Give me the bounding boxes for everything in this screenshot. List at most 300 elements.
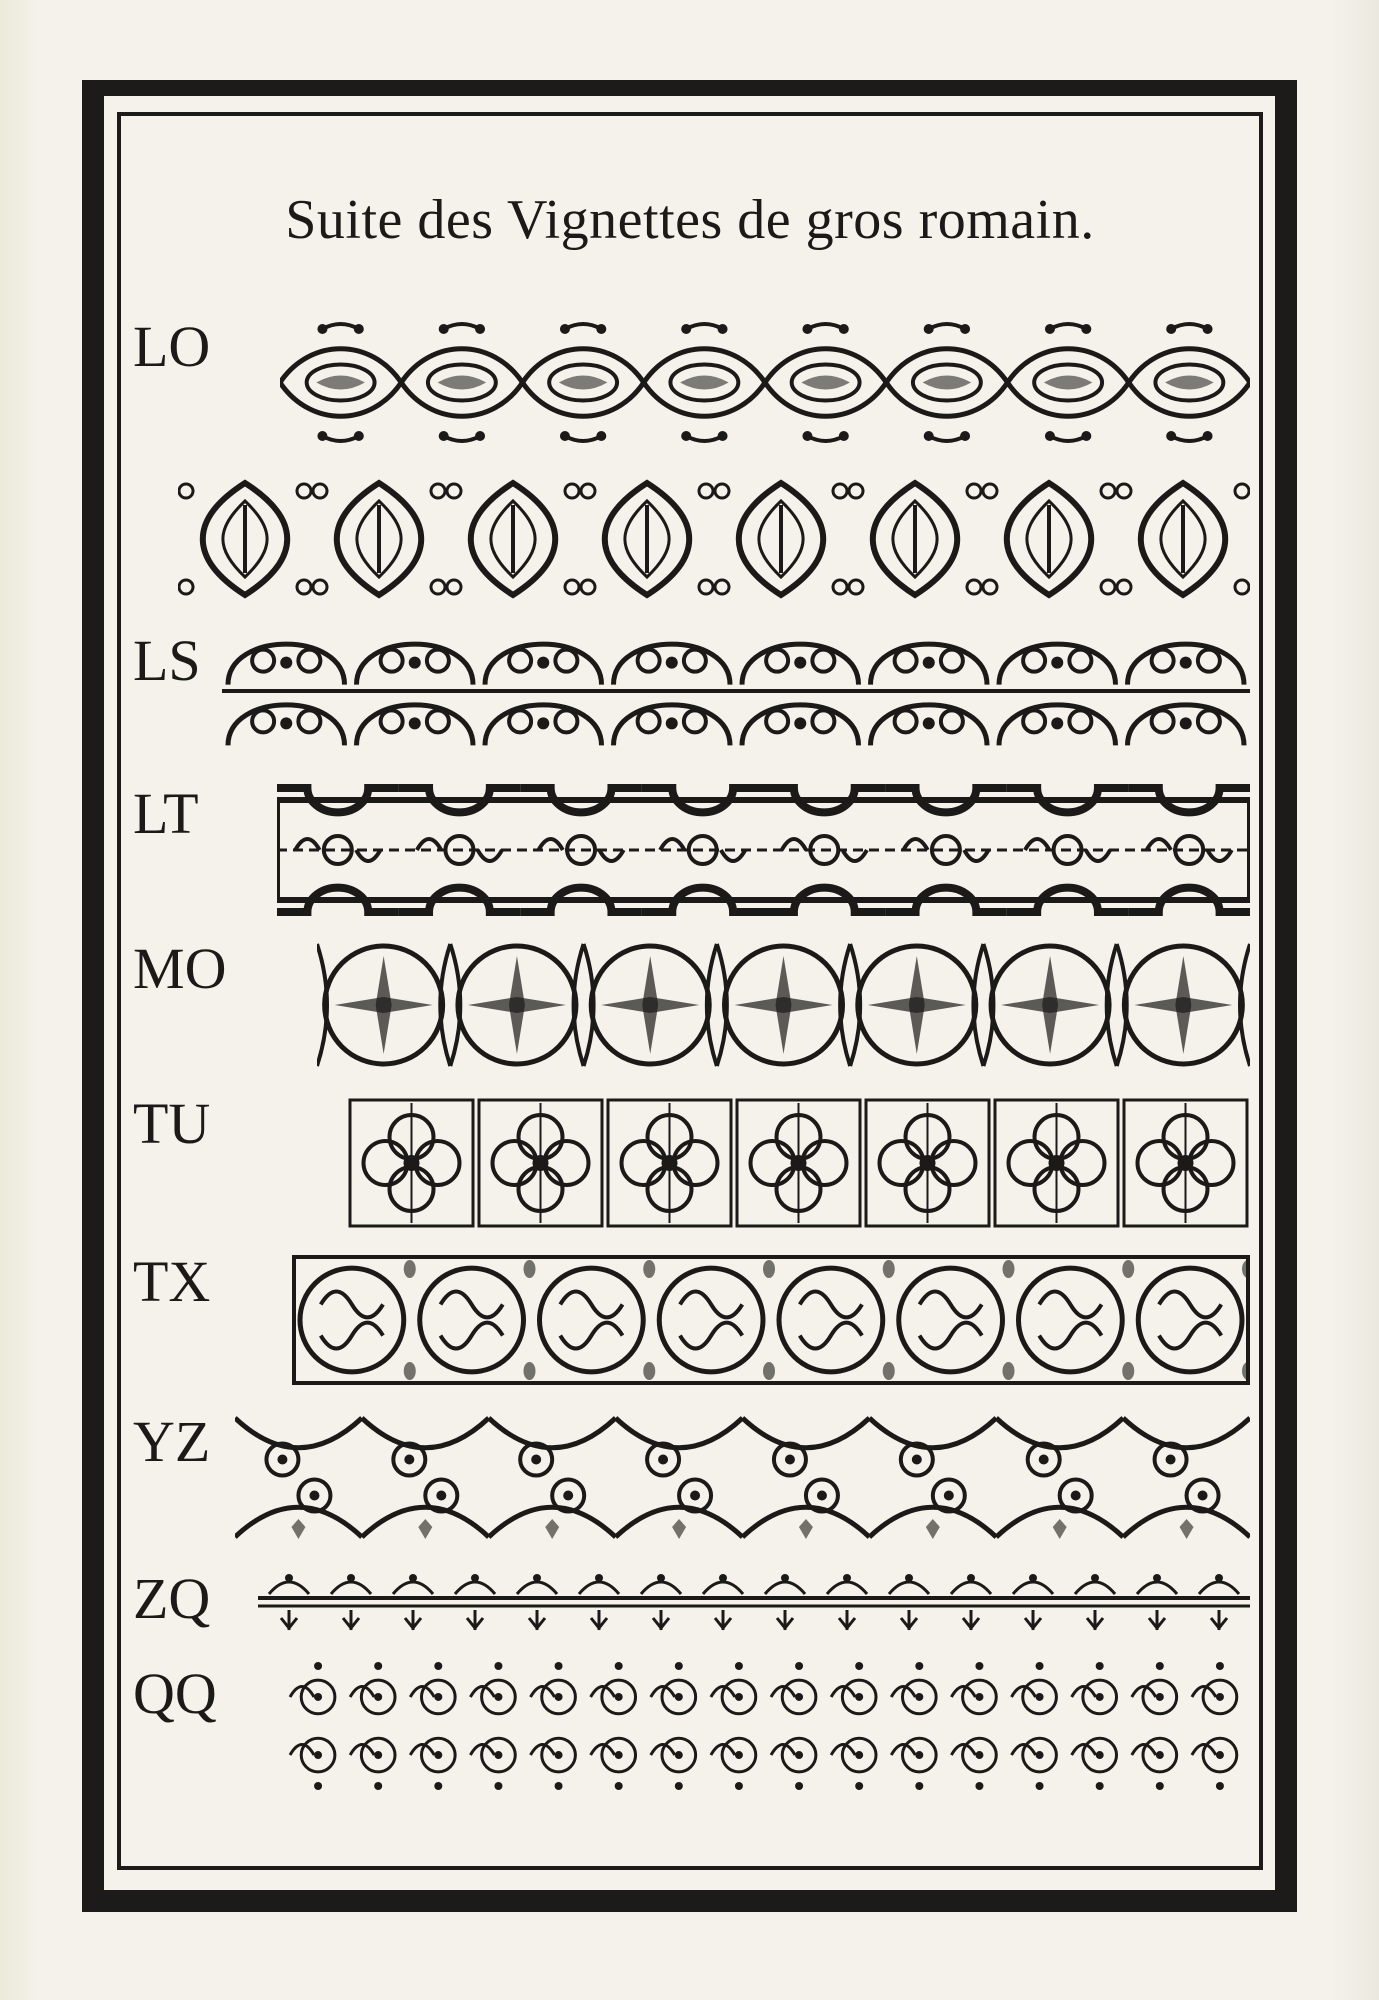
ornament-stroke (883, 1260, 895, 1278)
row-code-lo: LO (133, 314, 211, 379)
ornament-stroke (581, 580, 595, 594)
ornament-stroke (763, 1362, 775, 1380)
ornament-tile (995, 1100, 1118, 1226)
ornament-tile (1123, 1418, 1250, 1539)
ornament-stroke (444, 436, 480, 441)
ornament-stroke (354, 431, 364, 441)
ornament-stroke (1036, 1751, 1044, 1759)
ornament-stroke (1039, 1323, 1101, 1349)
ornament-stroke (658, 1455, 668, 1465)
ornament-tile (885, 788, 1007, 912)
ornament-stroke (1050, 436, 1086, 441)
ornament-stroke (735, 1782, 743, 1790)
ornament-stroke (843, 1574, 851, 1582)
ornament-tile (584, 944, 717, 1066)
ornament-stroke (434, 1751, 442, 1759)
ornament-stroke (331, 1582, 371, 1594)
ornament-tile (651, 1662, 696, 1790)
ornament-stroke (855, 1693, 863, 1701)
ornament-tile (771, 1662, 816, 1790)
ornament-tile (899, 1260, 1015, 1380)
ornament-stroke (833, 484, 847, 498)
ornament-stroke (1081, 431, 1091, 441)
ornament-stroke (983, 484, 997, 498)
ornament-stroke (615, 1693, 623, 1701)
ornament-tile (300, 1260, 416, 1380)
ornament-stroke (1081, 324, 1091, 334)
ornament-stroke (920, 1323, 982, 1349)
ornament-tile (703, 1574, 743, 1630)
ornament-tile (350, 1662, 395, 1790)
ornament-stroke (1001, 997, 1099, 1013)
ornament-stroke (915, 1693, 923, 1701)
ornament-stroke (1122, 1362, 1134, 1380)
ornament-stroke (794, 657, 806, 669)
ornament-stroke (638, 650, 660, 672)
ornament-stroke (1242, 1362, 1250, 1380)
ornament-stroke (494, 1662, 502, 1670)
ornament-stroke (298, 650, 320, 672)
ornament-stroke (179, 484, 193, 498)
ornament-stroke (855, 1751, 863, 1759)
ornament-stroke (420, 1268, 524, 1372)
ornament-tile (765, 1574, 805, 1630)
ornament-stroke (690, 1491, 700, 1501)
ornament-tile (581, 483, 713, 595)
ornament-stroke (560, 1291, 622, 1317)
ornament-tile (470, 1662, 515, 1790)
ornament-stroke (751, 1141, 795, 1185)
ornament-tile (614, 644, 731, 745)
ornament-stroke (439, 431, 449, 441)
ornament-stroke (920, 1291, 982, 1317)
ornament-stroke (321, 1291, 383, 1317)
ornament-tile (1075, 1574, 1115, 1630)
ornament-stroke (280, 717, 292, 729)
ornament-stroke (1039, 1455, 1049, 1465)
ornament-stroke (960, 431, 970, 441)
ornament-stroke (537, 657, 549, 669)
ornament-stroke (799, 1519, 813, 1539)
ornament-stroke (680, 376, 729, 390)
ornament-stroke (560, 431, 570, 441)
ornament-tile (827, 1574, 867, 1630)
ornament-stroke (684, 710, 706, 732)
ornament-stroke (699, 580, 713, 594)
ornament-stroke (1117, 484, 1131, 498)
ornament-stroke (545, 1141, 589, 1185)
ornament-stroke (427, 650, 449, 672)
ornament-stroke (641, 1582, 681, 1594)
ornament-stroke (880, 1141, 924, 1185)
ornament-stroke (1242, 1260, 1250, 1278)
ornament-stroke (1156, 1693, 1164, 1701)
ornament-stroke (1216, 1662, 1224, 1670)
ornament-stroke (889, 1582, 929, 1594)
ornament-stroke (675, 1662, 683, 1670)
ornament-stroke (800, 1323, 862, 1349)
ornament-tile (715, 483, 847, 595)
ornament-stroke (915, 1662, 923, 1670)
ornament-stroke (601, 997, 699, 1013)
ornament-stroke (364, 1141, 408, 1185)
ornament-stroke (595, 1574, 603, 1582)
row-code-tu: TU (133, 1091, 211, 1156)
ornament-tile (866, 1100, 989, 1226)
ornament-stroke (1036, 1662, 1044, 1670)
ornament-stroke (807, 436, 843, 441)
ornament-stroke (681, 324, 691, 334)
ornament-stroke (524, 1260, 536, 1278)
ornament-stroke (912, 1455, 922, 1465)
ornament-stroke (1029, 1574, 1037, 1582)
ornament-stroke (404, 1362, 416, 1380)
ornament-tile (608, 1100, 731, 1226)
ornament-stroke (766, 710, 788, 732)
ornament-tile (616, 1418, 743, 1539)
ornament-stroke (967, 1574, 975, 1582)
ornament-stroke (565, 484, 579, 498)
ornament-stroke (374, 1662, 382, 1670)
ornament-stroke (1216, 1782, 1224, 1790)
ornament-stroke (967, 580, 981, 594)
ornament-stroke (812, 710, 834, 732)
ornament-stroke (540, 1268, 644, 1372)
ornament-tile (228, 644, 345, 745)
ornament-stroke (781, 1574, 789, 1582)
ornament-stroke (335, 997, 433, 1013)
ornament-stroke (801, 376, 850, 390)
ornament-tile (1008, 324, 1129, 441)
ornament-stroke (735, 997, 833, 1013)
ornament-stroke (374, 1782, 382, 1790)
ornament-stroke (393, 1582, 433, 1594)
ornament-stroke (596, 324, 606, 334)
ornament-stroke (923, 657, 935, 669)
ornament-stroke (431, 580, 445, 594)
ornament-stroke (559, 376, 608, 390)
ornament-stroke (766, 650, 788, 672)
ornament-stroke (615, 1751, 623, 1759)
ornament-stroke (517, 1582, 557, 1594)
ornament-stroke (684, 650, 706, 672)
ornament-stroke (1166, 1455, 1176, 1465)
ornament-tile (479, 1100, 602, 1226)
ornament-stroke (1190, 1141, 1234, 1185)
ornament-tile (350, 1100, 473, 1226)
ornament-stroke (915, 1782, 923, 1790)
ornament-tile (579, 1574, 619, 1630)
ornament-stroke (1156, 1782, 1164, 1790)
ornament-tile (1013, 1574, 1053, 1630)
ornament-stroke (681, 431, 691, 441)
ornament-tile (179, 483, 311, 595)
ornament-stroke (581, 484, 595, 498)
ornament-stroke (686, 436, 722, 441)
ornament-stroke (1003, 1260, 1015, 1278)
ornament-stroke (735, 1693, 743, 1701)
ornament-stroke (719, 1574, 727, 1582)
ornament-stroke (441, 1323, 503, 1349)
ornament-stroke (1216, 1751, 1224, 1759)
ornament-stroke (1198, 1491, 1208, 1501)
ornament-stroke (1096, 1662, 1104, 1670)
ornament-stroke (680, 1323, 742, 1349)
ornament-tile (531, 1662, 576, 1790)
ornament-tile (420, 1260, 536, 1380)
ornament-stroke (297, 484, 311, 498)
ornament-stroke (313, 580, 327, 594)
ornament-stroke (468, 997, 566, 1013)
ornament-tile (489, 1418, 616, 1539)
ornament-stroke (960, 324, 970, 334)
ornament-tile (313, 483, 445, 595)
ornament-stroke (941, 710, 963, 732)
ornament-stroke (675, 1693, 683, 1701)
ornament-stroke (675, 1751, 683, 1759)
row-code-yz: YZ (133, 1409, 211, 1474)
ornament-stroke (277, 1455, 287, 1465)
ornament-stroke (1096, 1782, 1104, 1790)
ornament-stroke (944, 1491, 954, 1501)
ornament-stroke (1096, 1693, 1104, 1701)
ornament-stroke (447, 580, 461, 594)
ornament-stroke (868, 997, 966, 1013)
ornament-tile (269, 1574, 309, 1630)
ornament-stroke (839, 431, 849, 441)
ornament-stroke (812, 650, 834, 672)
ornament-tile (450, 944, 583, 1066)
ornament-stroke (675, 1782, 683, 1790)
ornament-stroke (827, 1582, 867, 1594)
ornament-tile (235, 1418, 362, 1539)
ornament-stroke (915, 1751, 923, 1759)
ornament-stroke (1023, 650, 1045, 672)
ornament-stroke (666, 717, 678, 729)
ornament-tile (331, 1574, 371, 1630)
ornament-stroke (983, 580, 997, 594)
ornament-stroke (903, 839, 988, 861)
ornament-stroke (300, 1268, 404, 1372)
ornament-tile (717, 944, 850, 1066)
ornament-stroke (883, 1362, 895, 1380)
ornament-tile (280, 324, 401, 441)
ornament-stroke (434, 1662, 442, 1670)
ornament-tile (1192, 1662, 1237, 1790)
ornament-stroke (839, 324, 849, 334)
ornament-tile (1129, 324, 1250, 441)
ornament-stroke (317, 324, 327, 334)
ornament-stroke (975, 1662, 983, 1670)
ornament-stroke (381, 710, 403, 732)
ornament-tile (999, 644, 1116, 745)
ornament-stroke (1180, 717, 1192, 729)
ornament-stroke (409, 1574, 417, 1582)
ornament-stroke (1053, 1519, 1067, 1539)
ornament-tile (410, 1662, 455, 1790)
ornament-stroke (404, 1260, 416, 1278)
ornament-stroke (563, 1491, 573, 1501)
ornament-stroke (855, 1662, 863, 1670)
ornament-stroke (735, 1662, 743, 1670)
ornament-tile (1137, 1574, 1177, 1630)
row-code-zq: ZQ (133, 1566, 211, 1631)
vignette-band-yz (235, 1410, 1250, 1545)
ornament-stroke (1051, 717, 1063, 729)
ornament-stroke (1138, 1141, 1182, 1185)
ornament-stroke (800, 1291, 862, 1317)
ornament-stroke (321, 1323, 383, 1349)
ornament-tile (886, 324, 1007, 441)
ornament-tile (357, 644, 474, 745)
vignette-band-tu (347, 1097, 1250, 1229)
ornament-tile (641, 1574, 681, 1630)
ornament-stroke (285, 1574, 293, 1582)
ornament-tile (1138, 1260, 1250, 1380)
ornament-stroke (1003, 1362, 1015, 1380)
ornament-stroke (444, 324, 480, 329)
ornament-stroke (951, 1582, 991, 1594)
ornament-stroke (314, 1693, 322, 1701)
ornament-stroke (1036, 1782, 1044, 1790)
ornament-stroke (967, 484, 981, 498)
ornament-stroke (1101, 484, 1115, 498)
ornament-tile (1124, 1100, 1247, 1226)
ornament-stroke (643, 1260, 655, 1278)
ornament-stroke (533, 1574, 541, 1582)
ornament-tile (1117, 483, 1249, 595)
ornament-tile (591, 1662, 636, 1790)
ornament-stroke (1019, 1268, 1123, 1372)
ornament-stroke (427, 710, 449, 732)
ornament-stroke (269, 1582, 309, 1594)
ornament-stroke (509, 650, 531, 672)
ornament-tile (290, 1662, 335, 1790)
ornament-stroke (703, 1582, 743, 1594)
ornament-stroke (447, 484, 461, 498)
ornament-stroke (941, 650, 963, 672)
ornament-stroke (1137, 1582, 1177, 1594)
ornament-stroke (855, 1782, 863, 1790)
ornament-stroke (565, 580, 579, 594)
ornament-stroke (735, 1751, 743, 1759)
ornament-stroke (560, 324, 570, 334)
ornament-stroke (431, 484, 445, 498)
ornament-stroke (765, 1582, 805, 1594)
ornament-stroke (615, 1662, 623, 1670)
ornament-stroke (975, 1782, 983, 1790)
ornament-stroke (297, 580, 311, 594)
ornament-stroke (1069, 650, 1091, 672)
ornament-stroke (1152, 710, 1174, 732)
ornament-stroke (565, 324, 601, 329)
ornament-tile (1128, 644, 1245, 745)
ornament-tile (401, 324, 522, 441)
ornament-tile (711, 1662, 756, 1790)
ornament-stroke (929, 324, 965, 329)
ornament-stroke (1156, 1662, 1164, 1670)
ornament-stroke (932, 1141, 976, 1185)
ornament-stroke (1045, 324, 1055, 334)
ornament-tile (517, 1574, 557, 1630)
ornament-tile (983, 944, 1116, 1066)
ornament-stroke (794, 717, 806, 729)
ornament-stroke (555, 1751, 563, 1759)
ornament-stroke (295, 839, 380, 861)
ornament-stroke (374, 1693, 382, 1701)
ornament-stroke (1153, 1574, 1161, 1582)
page-title: Suite des Vignettes de gros romain. (285, 189, 1095, 251)
ornament-tile (983, 483, 1115, 595)
ornament-stroke (802, 431, 812, 441)
ornament-tile (849, 483, 981, 595)
ornament-stroke (1050, 324, 1086, 329)
ornament-stroke (1013, 1582, 1053, 1594)
ornament-tile (540, 1260, 656, 1380)
ornament-stroke (975, 1751, 983, 1759)
ornament-stroke (280, 657, 292, 669)
ornament-stroke (715, 580, 729, 594)
ornament-stroke (404, 1455, 414, 1465)
ornament-stroke (1069, 710, 1091, 732)
ornament-stroke (1203, 431, 1213, 441)
ornament-stroke (1166, 431, 1176, 441)
ornament-tile (523, 324, 644, 441)
ornament-stroke (1051, 657, 1063, 669)
ornament-stroke (596, 431, 606, 441)
ornament-tile (1132, 1662, 1177, 1790)
ornament-stroke (455, 1582, 495, 1594)
ornament-stroke (905, 1574, 913, 1582)
ornament-stroke (1180, 1519, 1194, 1539)
ornament-tile (743, 1418, 870, 1539)
vignette-band-ls (222, 625, 1250, 757)
ornament-stroke (374, 1751, 382, 1759)
ornament-tile (889, 1574, 929, 1630)
ornament-tile (779, 1260, 895, 1380)
ornament-tile (1117, 944, 1250, 1066)
ornament-stroke (895, 710, 917, 732)
ornament-stroke (436, 1491, 446, 1501)
ornament-stroke (899, 1268, 1003, 1372)
ornament-tile (1019, 1260, 1135, 1380)
ornament-stroke (779, 1268, 883, 1372)
ornament-stroke (1235, 484, 1249, 498)
ornament-stroke (509, 710, 531, 732)
ornament-stroke (1166, 324, 1176, 334)
ornament-stroke (565, 436, 601, 441)
ornament-stroke (1180, 657, 1192, 669)
ornament-stroke (1117, 580, 1131, 594)
ornament-stroke (322, 436, 358, 441)
ornament-stroke (1156, 1751, 1164, 1759)
ornament-stroke (622, 1141, 666, 1185)
ornament-stroke (354, 324, 364, 334)
ornament-stroke (1165, 376, 1214, 390)
ornament-stroke (494, 1782, 502, 1790)
ornament-stroke (537, 717, 549, 729)
ornament-stroke (803, 1141, 847, 1185)
ornament-stroke (795, 1693, 803, 1701)
ornament-stroke (252, 650, 274, 672)
ornament-stroke (434, 1782, 442, 1790)
vignette-band-mo (317, 940, 1250, 1070)
ornament-stroke (674, 1141, 718, 1185)
ornament-stroke (1138, 1268, 1242, 1372)
ornament-stroke (1045, 431, 1055, 441)
ornament-stroke (849, 580, 863, 594)
ornament-stroke (795, 1782, 803, 1790)
